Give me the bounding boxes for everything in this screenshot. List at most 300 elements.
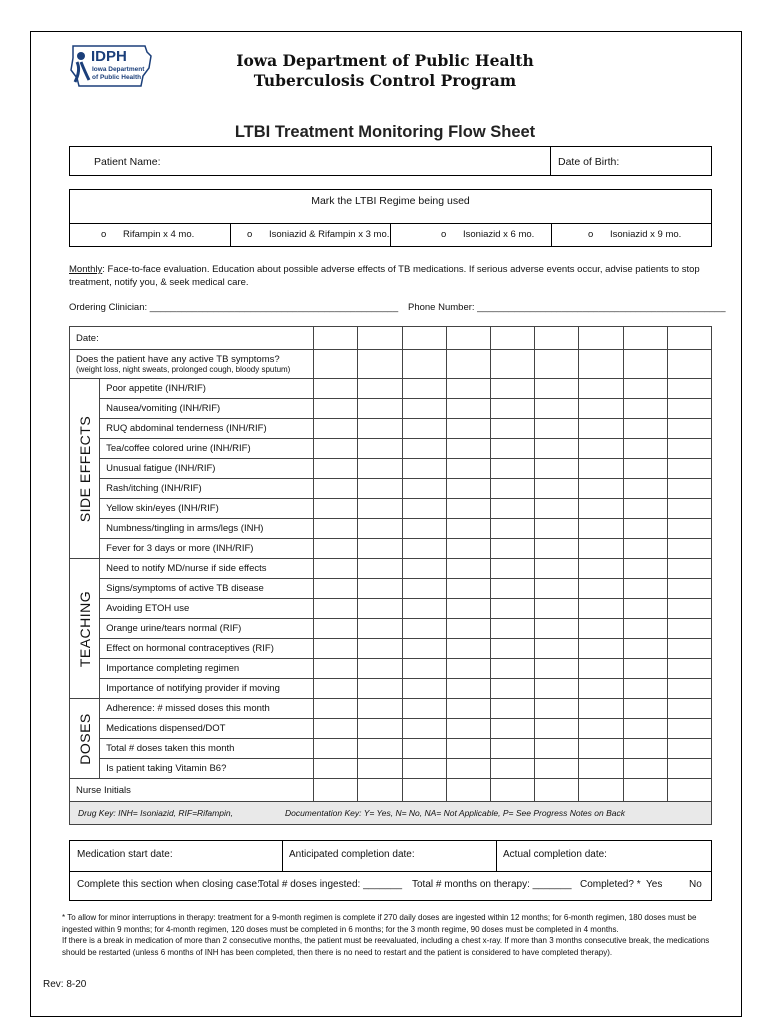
entry-cell[interactable]	[535, 559, 579, 579]
entry-cell[interactable]	[358, 639, 402, 659]
entry-cell[interactable]	[358, 679, 402, 699]
checkbox-circle-icon: o	[101, 229, 107, 240]
entry-cell[interactable]	[579, 399, 623, 419]
entry-cell[interactable]	[358, 479, 402, 499]
entry-cell[interactable]	[402, 579, 446, 599]
entry-cell[interactable]	[402, 779, 446, 802]
entry-cell[interactable]	[314, 739, 358, 759]
logo-sub2: of Public Health	[92, 74, 142, 81]
entry-cell[interactable]	[314, 699, 358, 719]
entry-cell[interactable]	[623, 327, 667, 350]
idph-logo	[67, 42, 153, 98]
entry-cell[interactable]	[402, 519, 446, 539]
entry-cell[interactable]	[314, 719, 358, 739]
entry-cell[interactable]	[623, 719, 667, 739]
item-label: Signs/symptoms of active TB disease	[100, 579, 314, 599]
entry-cell[interactable]	[535, 739, 579, 759]
entry-cell[interactable]	[490, 659, 534, 679]
entry-cell[interactable]	[446, 439, 490, 459]
item-label: Tea/coffee colored urine (INH/RIF)	[100, 439, 314, 459]
entry-cell[interactable]	[667, 459, 711, 479]
entry-cell[interactable]	[623, 599, 667, 619]
entry-cell[interactable]	[623, 479, 667, 499]
medication-start-date-field[interactable]	[70, 841, 283, 871]
completed-label: Completed? *	[580, 879, 641, 890]
entry-cell[interactable]	[623, 739, 667, 759]
entry-cell[interactable]	[579, 499, 623, 519]
entry-cell[interactable]	[358, 699, 402, 719]
entry-cell[interactable]	[667, 519, 711, 539]
entry-cell[interactable]	[358, 519, 402, 539]
entry-cell[interactable]	[314, 619, 358, 639]
symptoms-question-text: Does the patient have any active TB symptoms?	[76, 354, 280, 365]
entry-cell[interactable]	[623, 759, 667, 779]
table-row	[70, 350, 712, 379]
entry-cell[interactable]	[446, 379, 490, 399]
entry-cell[interactable]	[623, 539, 667, 559]
table-row	[70, 499, 712, 519]
key-cell	[70, 802, 712, 825]
item-label: Need to notify MD/nurse if side effects	[100, 559, 314, 579]
entry-cell[interactable]	[446, 499, 490, 519]
entry-cell[interactable]	[314, 679, 358, 699]
total-months-field[interactable]: Total # months on therapy: _______	[412, 879, 572, 890]
entry-cell[interactable]	[402, 350, 446, 379]
entry-cell[interactable]	[535, 619, 579, 639]
entry-cell[interactable]	[446, 350, 490, 379]
entry-cell[interactable]	[579, 699, 623, 719]
entry-cell[interactable]	[490, 779, 534, 802]
entry-cell[interactable]	[667, 399, 711, 419]
entry-cell[interactable]	[535, 439, 579, 459]
entry-cell[interactable]	[314, 759, 358, 779]
entry-cell[interactable]	[535, 459, 579, 479]
entry-cell[interactable]	[667, 679, 711, 699]
entry-cell[interactable]	[667, 350, 711, 379]
entry-cell[interactable]	[535, 599, 579, 619]
entry-cell[interactable]	[314, 559, 358, 579]
item-label: Rash/itching (INH/RIF)	[100, 479, 314, 499]
total-doses-field[interactable]: Total # doses ingested: _______	[258, 879, 402, 890]
logo-text: IDPH	[91, 48, 127, 65]
entry-cell[interactable]	[490, 479, 534, 499]
entry-cell[interactable]	[402, 439, 446, 459]
entry-cell[interactable]	[535, 659, 579, 679]
entry-cell[interactable]	[358, 619, 402, 639]
date-row-label: Date:	[70, 327, 314, 350]
entry-cell[interactable]	[490, 739, 534, 759]
entry-cell[interactable]	[667, 699, 711, 719]
entry-cell[interactable]	[446, 639, 490, 659]
entry-cell[interactable]	[535, 499, 579, 519]
entry-cell[interactable]	[667, 539, 711, 559]
regime-option-inh-9[interactable]	[552, 224, 711, 246]
entry-cell[interactable]	[579, 739, 623, 759]
regime-option-label: Rifampin x 4 mo.	[123, 229, 195, 240]
agency-line-1: Iowa Department of Public Health	[236, 51, 534, 70]
table-row	[70, 719, 712, 739]
table-row	[70, 459, 712, 479]
entry-cell[interactable]	[623, 699, 667, 719]
entry-cell[interactable]	[446, 679, 490, 699]
footnote-paragraph-2: If there is a break in medication of more than 2 consecutive months, the patient must be reevaluated, including a chest x-ray. If more than 3 months consecutive break, the medications should be restarted (unless 6 months of INH has been completed, then there is no need to restart and the patient is considered to have completed therapy).	[62, 936, 710, 957]
entry-cell[interactable]	[446, 739, 490, 759]
ordering-clinician-field[interactable]: Ordering Clinician: _______________________________________________	[69, 302, 399, 313]
entry-cell[interactable]	[667, 639, 711, 659]
entry-cell[interactable]	[623, 519, 667, 539]
item-label: Importance completing regimen	[100, 659, 314, 679]
entry-cell[interactable]	[667, 659, 711, 679]
table-row	[70, 327, 712, 350]
entry-cell[interactable]	[535, 519, 579, 539]
entry-cell[interactable]	[314, 350, 358, 379]
agency-line-2: Tuberculosis Control Program	[253, 71, 517, 90]
table-row	[70, 559, 712, 579]
entry-cell[interactable]	[667, 379, 711, 399]
patient-box	[69, 146, 712, 176]
entry-cell[interactable]	[623, 499, 667, 519]
entry-cell[interactable]	[667, 759, 711, 779]
entry-cell[interactable]	[446, 419, 490, 439]
entry-cell[interactable]	[535, 719, 579, 739]
entry-cell[interactable]	[579, 639, 623, 659]
actual-completion-field[interactable]	[497, 841, 711, 871]
checkbox-circle-icon: o	[588, 229, 594, 240]
entry-cell[interactable]	[402, 719, 446, 739]
entry-cell[interactable]	[490, 379, 534, 399]
documentation-key: Documentation Key: Y= Yes, N= No, NA= Not Applicable, P= See Progress Notes on Back	[284, 808, 625, 818]
entry-cell[interactable]	[623, 659, 667, 679]
entry-cell[interactable]	[358, 459, 402, 479]
entry-cell[interactable]	[535, 679, 579, 699]
phone-number-field[interactable]: Phone Number: _______________________________________________	[408, 302, 726, 313]
entry-cell[interactable]	[667, 779, 711, 802]
entry-cell[interactable]	[579, 779, 623, 802]
entry-cell[interactable]	[358, 379, 402, 399]
entry-cell[interactable]	[402, 499, 446, 519]
entry-cell[interactable]	[446, 659, 490, 679]
entry-cell[interactable]	[402, 739, 446, 759]
entry-cell[interactable]	[490, 599, 534, 619]
entry-cell[interactable]	[667, 579, 711, 599]
symptoms-question-sub: (weight loss, night sweats, prolonged cough, bloody sputum)	[76, 365, 291, 374]
entry-cell[interactable]	[446, 327, 490, 350]
entry-cell[interactable]	[402, 659, 446, 679]
start-date-label: Medication start date:	[77, 849, 173, 860]
entry-cell[interactable]	[402, 539, 446, 559]
regime-box	[69, 189, 712, 247]
complete-section-label: Complete this section when closing case:	[77, 879, 260, 890]
entry-cell[interactable]	[314, 599, 358, 619]
entry-cell[interactable]	[358, 539, 402, 559]
entry-cell[interactable]	[667, 599, 711, 619]
entry-cell[interactable]	[535, 779, 579, 802]
entry-cell[interactable]	[314, 639, 358, 659]
entry-cell[interactable]	[358, 739, 402, 759]
entry-cell[interactable]	[446, 559, 490, 579]
entry-cell[interactable]	[490, 679, 534, 699]
entry-cell[interactable]	[535, 579, 579, 599]
entry-cell[interactable]	[667, 439, 711, 459]
entry-cell[interactable]	[579, 759, 623, 779]
entry-cell[interactable]	[446, 719, 490, 739]
entry-cell[interactable]	[579, 327, 623, 350]
checkbox-circle-icon: o	[441, 229, 447, 240]
entry-cell[interactable]	[490, 439, 534, 459]
table-row	[70, 419, 712, 439]
key-row	[70, 802, 712, 825]
table-row	[70, 659, 712, 679]
item-label: Avoiding ETOH use	[100, 599, 314, 619]
entry-cell[interactable]	[314, 659, 358, 679]
entry-cell[interactable]	[667, 559, 711, 579]
entry-cell[interactable]	[446, 579, 490, 599]
footnote	[62, 912, 714, 958]
entry-cell[interactable]	[667, 499, 711, 519]
monthly-text: : Face-to-face evaluation. Education about possible adverse effects of TB medications. If serious adverse events occur, advise patients to stop treatment, notify you, & seek medical care.	[69, 264, 700, 288]
entry-cell[interactable]	[402, 599, 446, 619]
entry-cell[interactable]	[358, 327, 402, 350]
monitoring-grid	[69, 326, 712, 825]
revision-label: Rev: 8-20	[43, 979, 87, 990]
entry-cell[interactable]	[623, 579, 667, 599]
item-label: Poor appetite (INH/RIF)	[100, 379, 314, 399]
item-label: Adherence: # missed doses this month	[100, 699, 314, 719]
regime-heading: Mark the LTBI Regime being used	[70, 190, 711, 224]
table-row	[70, 399, 712, 419]
entry-cell[interactable]	[402, 459, 446, 479]
entry-cell[interactable]	[446, 399, 490, 419]
entry-cell[interactable]	[358, 419, 402, 439]
entry-cell[interactable]	[579, 619, 623, 639]
entry-cell[interactable]	[667, 419, 711, 439]
entry-cell[interactable]	[314, 459, 358, 479]
entry-cell[interactable]	[623, 619, 667, 639]
entry-cell[interactable]	[579, 439, 623, 459]
entry-cell[interactable]	[490, 419, 534, 439]
regime-option-inh-6[interactable]	[391, 224, 552, 246]
regime-option-label: Isoniazid & Rifampin x 3 mo.	[269, 229, 390, 240]
entry-cell[interactable]	[535, 759, 579, 779]
entry-cell[interactable]	[667, 739, 711, 759]
entry-cell[interactable]	[667, 479, 711, 499]
entry-cell[interactable]	[358, 599, 402, 619]
entry-cell[interactable]	[667, 327, 711, 350]
section-title: DOSES	[76, 712, 93, 765]
item-label: RUQ abdominal tenderness (INH/RIF)	[100, 419, 314, 439]
entry-cell[interactable]	[623, 399, 667, 419]
anticipated-completion-field[interactable]	[283, 841, 497, 871]
entry-cell[interactable]	[314, 779, 358, 802]
entry-cell[interactable]	[446, 519, 490, 539]
entry-cell[interactable]	[535, 350, 579, 379]
entry-cell[interactable]	[667, 719, 711, 739]
entry-cell[interactable]	[535, 399, 579, 419]
regime-option-label: Isoniazid x 9 mo.	[610, 229, 682, 240]
entry-cell[interactable]	[667, 619, 711, 639]
entry-cell[interactable]	[402, 679, 446, 699]
entry-cell[interactable]	[314, 399, 358, 419]
entry-cell[interactable]	[358, 439, 402, 459]
symptoms-question	[70, 350, 314, 379]
checkbox-circle-icon: o	[247, 229, 253, 240]
entry-cell[interactable]	[490, 350, 534, 379]
entry-cell[interactable]	[402, 759, 446, 779]
agency-name	[200, 51, 570, 91]
item-label: Numbness/tingling in arms/legs (INH)	[100, 519, 314, 539]
entry-cell[interactable]	[314, 479, 358, 499]
entry-cell[interactable]	[358, 559, 402, 579]
entry-cell[interactable]	[490, 699, 534, 719]
entry-cell[interactable]	[579, 419, 623, 439]
entry-cell[interactable]	[314, 539, 358, 559]
entry-cell[interactable]	[358, 759, 402, 779]
entry-cell[interactable]	[535, 639, 579, 659]
table-row	[70, 679, 712, 699]
item-label: Fever for 3 days or more (INH/RIF)	[100, 539, 314, 559]
entry-cell[interactable]	[579, 459, 623, 479]
completed-no-option[interactable]: No	[689, 879, 702, 890]
entry-cell[interactable]	[535, 539, 579, 559]
entry-cell[interactable]	[579, 519, 623, 539]
regime-option-rifampin[interactable]	[70, 224, 231, 246]
patient-name-label: Patient Name:	[94, 156, 161, 168]
anticipated-label: Anticipated completion date:	[289, 849, 415, 860]
entry-cell[interactable]	[579, 479, 623, 499]
entry-cell[interactable]	[535, 379, 579, 399]
entry-cell[interactable]	[490, 519, 534, 539]
entry-cell[interactable]	[402, 479, 446, 499]
actual-label: Actual completion date:	[503, 849, 607, 860]
entry-cell[interactable]	[623, 419, 667, 439]
regime-options	[70, 224, 711, 246]
entry-cell[interactable]	[314, 439, 358, 459]
entry-cell[interactable]	[490, 619, 534, 639]
entry-cell[interactable]	[490, 719, 534, 739]
entry-cell[interactable]	[402, 327, 446, 350]
entry-cell[interactable]	[535, 419, 579, 439]
entry-cell[interactable]	[446, 479, 490, 499]
entry-cell[interactable]	[490, 539, 534, 559]
entry-cell[interactable]	[579, 599, 623, 619]
section-label-2	[70, 699, 100, 779]
entry-cell[interactable]	[623, 639, 667, 659]
entry-cell[interactable]	[358, 399, 402, 419]
entry-cell[interactable]	[579, 679, 623, 699]
section-title: SIDE EFFECTS	[76, 415, 93, 522]
entry-cell[interactable]	[490, 499, 534, 519]
entry-cell[interactable]	[314, 499, 358, 519]
entry-cell[interactable]	[446, 459, 490, 479]
entry-cell[interactable]	[402, 419, 446, 439]
table-row	[70, 699, 712, 719]
table-row	[70, 779, 712, 802]
entry-cell[interactable]	[535, 479, 579, 499]
entry-cell[interactable]	[579, 719, 623, 739]
entry-cell[interactable]	[623, 679, 667, 699]
entry-cell[interactable]	[402, 699, 446, 719]
closing-box	[69, 840, 712, 901]
entry-cell[interactable]	[446, 599, 490, 619]
entry-cell[interactable]	[314, 327, 358, 350]
entry-cell[interactable]	[446, 779, 490, 802]
entry-cell[interactable]	[358, 659, 402, 679]
entry-cell[interactable]	[358, 499, 402, 519]
entry-cell[interactable]	[579, 579, 623, 599]
entry-cell[interactable]	[490, 559, 534, 579]
entry-cell[interactable]	[314, 519, 358, 539]
entry-cell[interactable]	[402, 639, 446, 659]
entry-cell[interactable]	[535, 327, 579, 350]
entry-cell[interactable]	[490, 399, 534, 419]
item-label: Nausea/vomiting (INH/RIF)	[100, 399, 314, 419]
entry-cell[interactable]	[490, 459, 534, 479]
entry-cell[interactable]	[490, 327, 534, 350]
entry-cell[interactable]	[358, 779, 402, 802]
section-label-0	[70, 379, 100, 559]
entry-cell[interactable]	[579, 539, 623, 559]
entry-cell[interactable]	[579, 559, 623, 579]
entry-cell[interactable]	[623, 779, 667, 802]
dob-label: Date of Birth:	[558, 156, 620, 168]
entry-cell[interactable]	[490, 759, 534, 779]
entry-cell[interactable]	[358, 350, 402, 379]
entry-cell[interactable]	[314, 579, 358, 599]
entry-cell[interactable]	[314, 419, 358, 439]
table-row	[70, 539, 712, 559]
monthly-prefix: Monthly	[69, 264, 103, 275]
table-row	[70, 639, 712, 659]
table-row	[70, 599, 712, 619]
entry-cell[interactable]	[623, 559, 667, 579]
entry-cell[interactable]	[402, 399, 446, 419]
entry-cell[interactable]	[623, 379, 667, 399]
entry-cell[interactable]	[490, 639, 534, 659]
entry-cell[interactable]	[490, 579, 534, 599]
table-row	[70, 519, 712, 539]
table-row	[70, 739, 712, 759]
entry-cell[interactable]	[623, 439, 667, 459]
entry-cell[interactable]	[446, 759, 490, 779]
entry-cell[interactable]	[358, 579, 402, 599]
monthly-instructions	[69, 263, 709, 289]
regime-option-inh-rif[interactable]	[231, 224, 391, 246]
item-label: Medications dispensed/DOT	[100, 719, 314, 739]
entry-cell[interactable]	[402, 619, 446, 639]
entry-cell[interactable]	[579, 379, 623, 399]
entry-cell[interactable]	[446, 619, 490, 639]
entry-cell[interactable]	[446, 539, 490, 559]
entry-cell[interactable]	[358, 719, 402, 739]
completed-yes-option[interactable]: Yes	[646, 879, 663, 890]
table-row	[70, 579, 712, 599]
table-row	[70, 759, 712, 779]
item-label: Effect on hormonal contraceptives (RIF)	[100, 639, 314, 659]
table-row	[70, 619, 712, 639]
entry-cell[interactable]	[402, 379, 446, 399]
patient-name-field[interactable]	[70, 147, 551, 175]
entry-cell[interactable]	[314, 379, 358, 399]
entry-cell[interactable]	[535, 699, 579, 719]
entry-cell[interactable]	[579, 659, 623, 679]
entry-cell[interactable]	[579, 350, 623, 379]
nurse-initials-label: Nurse Initials	[70, 779, 314, 802]
entry-cell[interactable]	[623, 459, 667, 479]
closing-dates-row	[70, 841, 711, 872]
entry-cell[interactable]	[402, 559, 446, 579]
entry-cell[interactable]	[623, 350, 667, 379]
entry-cell[interactable]	[446, 699, 490, 719]
